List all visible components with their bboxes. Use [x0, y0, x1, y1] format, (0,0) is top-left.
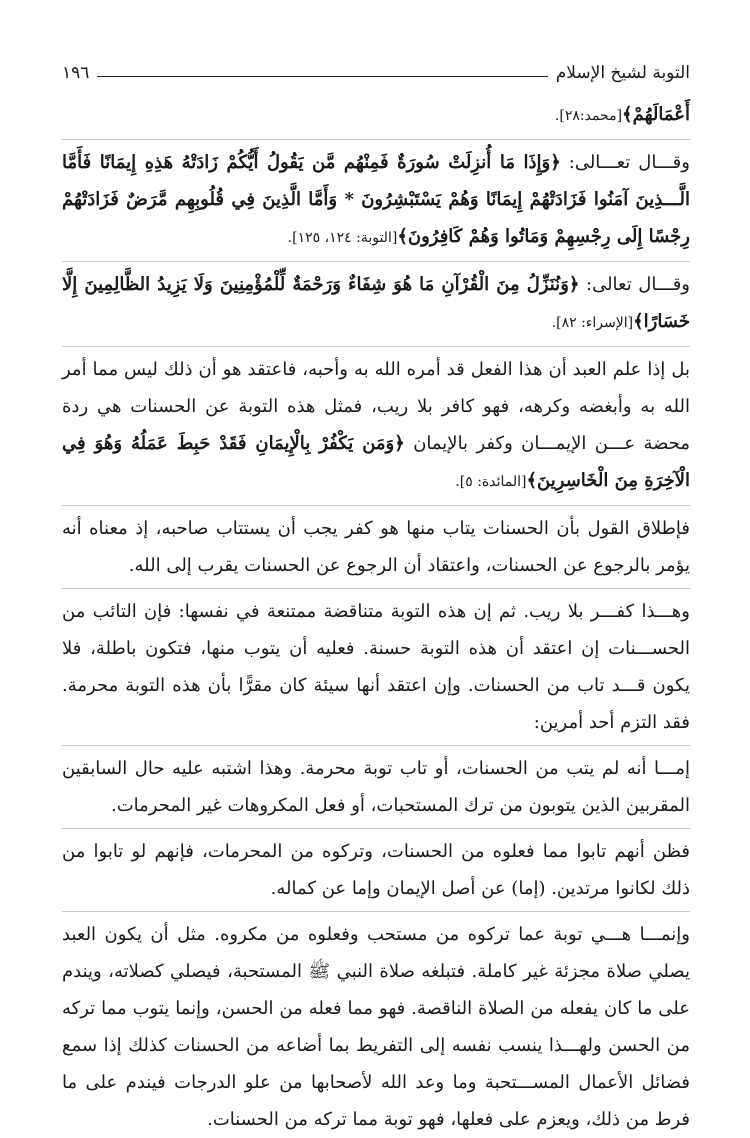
- quran-verse: ﴿وَإِذَا مَا أُنزِلَتْ سُورَةٌ فَمِنْهُم مَّن يَقُولُ أَيُّكُمْ زَادَتْهُ هَذِهِ إِيمَانًا فَأَمَّا الَّـــذِينَ آمَنُوا فَزَادَتْهُمْ إِيمَانًا وَهُمْ يَسْتَبْشِرُونَ * وَأَمَّا الَّذِينَ فِي قُلُوبِهِم مَّرَضٌ فَزَادَتْهُمْ رِجْسًا إِلَى رِجْسِهِمْ وَمَاتُوا وَهُمْ كَافِرُونَ﴾: [62, 152, 690, 247]
- body-text: فظن أنهم تابوا مما فعلوه من الحسنات، وتركوه من المحرمات، فإنهم لو تابوا من ذلك لكانوا مرتدين. (إما) عن أصل الإيمان وإما عن كماله.: [62, 841, 690, 899]
- paragraph-p6: [62, 593, 690, 741]
- quran-verse: ﴿وَمَن يَكْفُرْ بِالْإِيمَانِ فَقَدْ حَبِطَ عَمَلُهُ وَهُوَ فِي الْآخِرَةِ مِنَ الْخَاسِرِينَ﴾: [62, 433, 690, 491]
- paragraph-divider: [62, 261, 690, 262]
- body-text: فإطلاق القول بأن الحسنات يتاب منها هو كفر يجب أن يستتاب صاحبه، إذ معناه أنه يؤمر بالرجوع عن الحسنات، واعتقاد أن الرجوع عن الحسنات يقرب إلى الله.: [62, 518, 690, 576]
- paragraph-p9: [62, 916, 690, 1138]
- body-text: بل إذا علم العبد أن هذا الفعل قد أمره الله به وأحبه، فاعتقد هو أن ذلك ليس مما أمر الله به وأبغضه وكرهه، فهو كافر بلا ريب، فمثل هذه التوبة عن الحسنات هي ردة محضة عـــن الإيمـــان وكفر بالإيمان: [62, 359, 690, 454]
- paragraph-p4: [62, 351, 690, 501]
- body-text: إمـــا أنه لم يتب من الحسنات، أو تاب توبة محرمة. وهذا اشتبه عليه حال السابقين المقربين الذين يتوبون من ترك المستحبات، أو فعل المكروهات غير المحرمات.: [62, 758, 690, 816]
- quran-verse: أَعْمَالَهُمْ﴾: [622, 104, 690, 125]
- paragraph-p8: [62, 833, 690, 907]
- paragraph-divider: [62, 828, 690, 829]
- page-header: [62, 58, 690, 88]
- verse-reference: [المائدة: ٥].: [455, 474, 527, 490]
- paragraph-divider: [62, 588, 690, 589]
- verse-reference: [محمد:٢٨].: [554, 108, 623, 124]
- book-page: [62, 58, 690, 1138]
- paragraph-p7: [62, 750, 690, 824]
- body-text: وقـــال تعالى:: [579, 274, 690, 295]
- body-text: وهـــذا كفـــر بلا ريب. ثم إن هذه التوبة متناقضة ممتنعة في نفسها: فإن التائب من الحســـنات إن اعتقد أن هذه التوبة حسنة. فعليه أن يتوب منها، فتكون باطلة، فلا يكون قـــد تاب من الحسنات. وإن اعتقد أنها سيئة كان مقرًّا بأن هذه التوبة محرمة. فقد التزم أحد أمرين:: [62, 601, 690, 733]
- page-body: [62, 96, 690, 1138]
- paragraph-p5: [62, 510, 690, 584]
- paragraph-p1: [62, 96, 690, 135]
- verse-reference: [الإسراء: ٨٢].: [551, 315, 634, 331]
- running-title: التوبة لشيخ الإسلام: [555, 63, 690, 83]
- paragraph-divider: [62, 505, 690, 506]
- quran-verse: ﴿وَنُنَزِّلُ مِنَ الْقُرْآنِ مَا هُوَ شِفَاءٌ وَرَحْمَةٌ لِّلْمُؤْمِنِينَ وَلَا يَزِيدُ الظَّالِمِينَ إِلَّا خَسَارًا﴾: [62, 274, 690, 332]
- paragraph-divider: [62, 346, 690, 347]
- header-rule: [97, 76, 547, 77]
- paragraph-p3: [62, 266, 690, 342]
- body-text: وإنمـــا هـــي توبة عما تركوه من مستحب وفعلوه من مكروه. مثل أن يكون العبد يصلي صلاة مجزئة غير كاملة. فتبلغه صلاة النبي ﷺ المستحبة، فيصلي كصلاته، ويندم على ما كان يفعله من الصلاة الناقصة. فهو مما فعله من الحسن، وإنما يتوب مما تركه من الحسن ولهـــذا ينسب نفسه إلى التفريط بما أضاعه من الحسنات كذلك إذا سمع فضائل الأعمال المســـتحبة وما وعد الله لأصحابها من علو الدرجات فيندم على ما فرط من ذلك، ويعزم على فعلها، فهو توبة مما تركه من الحسنات.: [62, 924, 690, 1130]
- paragraph-divider: [62, 745, 690, 746]
- paragraph-divider: [62, 911, 690, 912]
- verse-reference: [التوبة: ١٢٤، ١٢٥].: [287, 230, 398, 246]
- body-text: وقـــال تعـــالى:: [560, 152, 690, 173]
- paragraph-p2: [62, 144, 690, 257]
- paragraph-divider: [62, 139, 690, 140]
- page-number: ١٩٦: [62, 63, 90, 83]
